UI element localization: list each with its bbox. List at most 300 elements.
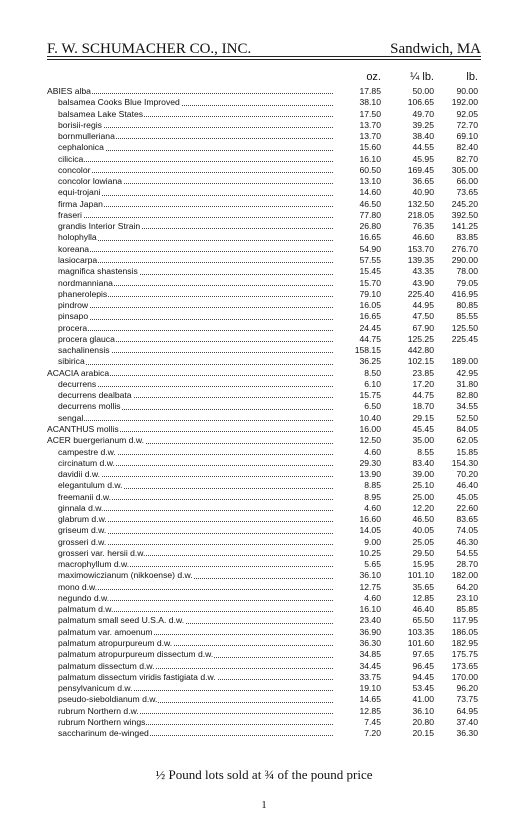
species-name-text: balsamea Lake States [58, 108, 144, 119]
table-row [47, 176, 481, 187]
price-quarter-lb: 101.10 [407, 570, 434, 581]
species-name [58, 311, 333, 322]
price-quarter-lb: 47.50 [412, 311, 434, 322]
species-name-text: balsamea Cooks Blue Improved [58, 97, 180, 108]
species-name [58, 176, 333, 187]
species-name-text: sachalinensis [58, 345, 110, 356]
price-table [47, 86, 481, 739]
price-oz: 77.80 [359, 209, 381, 220]
price-oz: 79.10 [359, 288, 381, 299]
table-row [47, 266, 481, 277]
species-name-text: cilicica [58, 153, 84, 164]
table-row [47, 413, 481, 424]
price-quarter-lb: 132.50 [407, 198, 434, 209]
price-quarter-lb: 94.45 [412, 671, 434, 682]
table-row [47, 278, 481, 289]
price-quarter-lb: 36.10 [412, 705, 434, 716]
price-lb: 78.00 [456, 266, 478, 277]
price-quarter-lb: 46.60 [412, 232, 434, 243]
price-lb: 72.70 [456, 119, 478, 130]
species-name-text: davidii d.w. [58, 469, 101, 480]
table-row [47, 728, 481, 739]
price-oz: 46.50 [359, 198, 381, 209]
price-quarter-lb: 35.00 [412, 435, 434, 446]
species-name-text: procera glauca [58, 333, 115, 344]
table-row [47, 615, 481, 626]
species-name-text: palmatum atropurpureum d.w. [58, 638, 173, 649]
table-row [47, 232, 481, 243]
price-oz: 10.25 [359, 547, 381, 558]
species-name-text: bornmulleriana [58, 131, 115, 142]
price-oz: 9.00 [364, 536, 381, 547]
table-row [47, 593, 481, 604]
species-name [58, 379, 333, 390]
species-name-text: holophylla [58, 232, 97, 243]
price-lb: 70.20 [456, 469, 478, 480]
price-oz: 8.85 [364, 480, 381, 491]
price-oz: 17.85 [359, 86, 381, 96]
species-name [58, 706, 333, 717]
table-row [47, 199, 481, 210]
species-name [58, 131, 333, 142]
price-oz: 60.50 [359, 164, 381, 175]
species-name [58, 154, 333, 165]
price-lb: 62.05 [456, 435, 478, 446]
table-row [47, 672, 481, 683]
table-row [47, 368, 481, 379]
price-lb: 54.55 [456, 547, 478, 558]
price-oz: 13.90 [359, 469, 381, 480]
species-name-text: procera [58, 322, 88, 333]
species-name-text: palmatum dissectum d.w. [58, 660, 155, 671]
species-name [58, 582, 333, 593]
price-lb: 42.95 [456, 367, 478, 378]
price-lb: 85.85 [456, 604, 478, 615]
price-lb: 73.75 [456, 694, 478, 705]
column-header-oz: oz. [366, 71, 381, 83]
table-row [47, 559, 481, 570]
table-row [47, 221, 481, 232]
species-name-text: firma Japan [58, 198, 103, 209]
species-name-text: pensylvanicum d.w. [58, 683, 133, 694]
price-oz: 13.10 [359, 176, 381, 187]
table-row [47, 97, 481, 108]
price-lb: 290.00 [451, 254, 478, 265]
price-quarter-lb: 50.00 [412, 86, 434, 96]
price-lb: 84.05 [456, 423, 478, 434]
species-name [58, 514, 333, 525]
column-headers [47, 71, 481, 85]
table-row [47, 638, 481, 649]
price-lb: 82.80 [456, 390, 478, 401]
species-name [58, 413, 333, 424]
price-lb: 117.95 [452, 615, 478, 626]
species-name [58, 492, 333, 503]
price-oz: 34.45 [359, 660, 381, 671]
price-oz: 8.95 [364, 491, 381, 502]
species-name [58, 300, 333, 311]
species-name-text: borisii-regis [58, 119, 102, 130]
species-name-text: concolor lowiana [58, 176, 123, 187]
price-quarter-lb: 43.35 [412, 266, 434, 277]
table-row [47, 165, 481, 176]
column-header-lb: lb. [466, 71, 478, 83]
price-quarter-lb: 25.05 [412, 536, 434, 547]
species-name [58, 604, 333, 615]
price-oz: 54.90 [359, 243, 381, 254]
species-name [58, 570, 333, 581]
price-oz: 44.75 [359, 333, 381, 344]
species-name-text: sibirica [58, 356, 85, 367]
species-name [58, 694, 333, 705]
species-name-text: palmatum dissectum viridis fastigiata d.w. [58, 671, 216, 682]
price-quarter-lb: 103.35 [407, 626, 434, 637]
species-name [58, 221, 333, 232]
price-oz: 16.05 [359, 300, 381, 311]
header-rule-bottom [47, 59, 481, 60]
species-name [58, 447, 333, 458]
table-row [47, 379, 481, 390]
price-quarter-lb: 153.70 [407, 243, 434, 254]
price-quarter-lb: 40.90 [412, 187, 434, 198]
price-lb: 82.40 [456, 142, 478, 153]
column-header-quarter-lb: ¼ lb. [410, 71, 434, 83]
price-oz: 16.60 [359, 514, 381, 525]
species-name-text: palmatum atropurpureum dissectum d.w. [58, 649, 214, 660]
table-row [47, 649, 481, 660]
price-oz: 13.70 [359, 119, 381, 130]
price-oz: 158.15 [354, 345, 381, 356]
price-lb: 276.70 [451, 243, 478, 254]
species-name-text: saccharinum de-winged [58, 728, 149, 739]
price-lb: 192.00 [451, 97, 478, 108]
species-name-text: grosseri d.w. [58, 536, 107, 547]
table-row [47, 345, 481, 356]
species-name [58, 401, 333, 412]
table-row [47, 255, 481, 266]
table-row [47, 683, 481, 694]
price-quarter-lb: 46.40 [412, 604, 434, 615]
price-quarter-lb: 29.15 [412, 412, 434, 423]
price-oz: 17.50 [359, 108, 381, 119]
price-lb: 82.70 [456, 153, 478, 164]
species-name-text: macrophyllum d.w. [58, 559, 130, 570]
price-lb: 96.20 [456, 683, 478, 694]
price-quarter-lb: 218.05 [407, 209, 434, 220]
table-row [47, 480, 481, 491]
table-row [47, 131, 481, 142]
price-lb: 90.00 [456, 86, 478, 96]
species-name-text: circinatum d.w. [58, 457, 115, 468]
table-row [47, 582, 481, 593]
page-number: 1 [261, 799, 267, 811]
price-lb: 46.40 [456, 480, 478, 491]
species-name [58, 638, 333, 649]
price-quarter-lb: 35.65 [412, 581, 434, 592]
table-row [47, 514, 481, 525]
table-row [47, 424, 481, 435]
species-name [58, 649, 333, 660]
price-quarter-lb: 139.35 [407, 254, 434, 265]
price-oz: 16.65 [359, 232, 381, 243]
price-oz: 6.50 [364, 401, 381, 412]
table-row [47, 706, 481, 717]
price-lb: 74.05 [456, 525, 478, 536]
price-oz: 36.25 [359, 356, 381, 367]
price-oz: 24.45 [359, 322, 381, 333]
price-lb: 305.00 [451, 164, 478, 175]
price-quarter-lb: 53.45 [412, 683, 434, 694]
price-lb: 225.45 [451, 333, 478, 344]
species-name-text: ginnala d.w. [58, 502, 104, 513]
species-name [58, 661, 333, 672]
species-name-text: palmatum var. amoenum [58, 626, 153, 637]
price-oz: 7.20 [364, 728, 381, 739]
price-lb: 189.00 [451, 356, 478, 367]
price-oz: 5.65 [364, 559, 381, 570]
table-row [47, 390, 481, 401]
price-lb: 31.80 [456, 378, 478, 389]
price-lb: 83.65 [456, 514, 478, 525]
price-lb: 34.55 [456, 401, 478, 412]
table-row [47, 435, 481, 446]
price-lb: 182.00 [451, 570, 478, 581]
price-quarter-lb: 102.15 [407, 356, 434, 367]
price-lb: 45.05 [456, 491, 478, 502]
species-name-text: magnifica shastensis [58, 266, 138, 277]
price-quarter-lb: 49.70 [412, 108, 434, 119]
table-row [47, 627, 481, 638]
species-name-text: pseudo-sieboldianum d.w. [58, 694, 158, 705]
table-row [47, 356, 481, 367]
species-name-text: lasiocarpa [58, 254, 98, 265]
species-name-text: rubrum Northern wings [58, 716, 146, 727]
species-name [58, 97, 333, 108]
price-quarter-lb: 39.25 [412, 119, 434, 130]
price-quarter-lb: 39.00 [412, 469, 434, 480]
price-oz: 13.70 [359, 131, 381, 142]
table-row [47, 142, 481, 153]
price-quarter-lb: 125.25 [407, 333, 434, 344]
species-name-text: koreana [58, 243, 90, 254]
price-lb: 170.00 [451, 671, 478, 682]
price-quarter-lb: 23.85 [412, 367, 434, 378]
price-quarter-lb: 97.65 [412, 649, 434, 660]
species-name [58, 390, 333, 401]
price-oz: 15.60 [359, 142, 381, 153]
table-row [47, 537, 481, 548]
species-name [58, 728, 333, 739]
table-row [47, 661, 481, 672]
price-lb: 23.10 [456, 592, 478, 603]
price-quarter-lb: 225.40 [407, 288, 434, 299]
price-lb: 416.95 [451, 288, 478, 299]
price-lb: 66.00 [456, 176, 478, 187]
table-row [47, 300, 481, 311]
species-name [58, 266, 333, 277]
species-name [58, 210, 333, 221]
species-name [58, 278, 333, 289]
price-quarter-lb: 12.20 [412, 502, 434, 513]
price-oz: 6.10 [364, 378, 381, 389]
species-name [58, 627, 333, 638]
species-name-text: fraseri [58, 209, 82, 220]
price-quarter-lb: 67.90 [412, 322, 434, 333]
price-oz: 10.40 [359, 412, 381, 423]
price-quarter-lb: 169.45 [407, 164, 434, 175]
price-quarter-lb: 106.65 [407, 97, 434, 108]
species-name [58, 109, 333, 120]
price-oz: 16.65 [359, 311, 381, 322]
species-name [47, 86, 333, 97]
price-oz: 36.90 [359, 626, 381, 637]
price-oz: 15.45 [359, 266, 381, 277]
species-name [58, 458, 333, 469]
price-quarter-lb: 20.80 [412, 716, 434, 727]
price-quarter-lb: 44.55 [412, 142, 434, 153]
price-quarter-lb: 17.20 [412, 378, 434, 389]
species-name [47, 435, 333, 446]
species-name [58, 345, 333, 356]
price-lb: 79.05 [456, 277, 478, 288]
species-name-text: nordmanniana [58, 277, 113, 288]
price-quarter-lb: 76.35 [412, 221, 434, 232]
species-name-text: ABIES alba [47, 86, 91, 96]
table-row [47, 604, 481, 615]
species-name [58, 548, 333, 559]
price-lb: 245.20 [451, 198, 478, 209]
price-lb: 64.20 [456, 581, 478, 592]
species-name-text: pinsapo [58, 311, 89, 322]
price-oz: 15.75 [359, 390, 381, 401]
species-name [58, 717, 333, 728]
price-oz: 4.60 [364, 502, 381, 513]
company-location: Sandwich, MA [390, 41, 481, 57]
species-name-text: mono d.w. [58, 581, 98, 592]
species-name [58, 255, 333, 266]
price-oz: 16.10 [359, 604, 381, 615]
company-name: F. W. SCHUMACHER CO., INC. [47, 41, 252, 57]
species-name-text: palmatum d.w. [58, 604, 114, 615]
species-name-text: freemanii d.w. [58, 491, 112, 502]
table-row [47, 244, 481, 255]
species-name-text: palmatum small seed U.S.A. d.w. [58, 615, 185, 626]
price-oz: 14.60 [359, 187, 381, 198]
species-name [58, 615, 333, 626]
table-row [47, 154, 481, 165]
species-name-text: pindrow [58, 300, 89, 311]
price-quarter-lb: 44.95 [412, 300, 434, 311]
species-name [58, 187, 333, 198]
species-name [58, 244, 333, 255]
table-row [47, 570, 481, 581]
price-quarter-lb: 38.40 [412, 131, 434, 142]
species-name-text: equi-trojani [58, 187, 101, 198]
species-name [58, 120, 333, 131]
species-name-text: glabrum d.w. [58, 514, 107, 525]
price-oz: 14.05 [359, 525, 381, 536]
table-row [47, 717, 481, 728]
species-name [58, 525, 333, 536]
price-oz: 16.00 [359, 423, 381, 434]
price-oz: 12.75 [359, 581, 381, 592]
species-name [58, 323, 333, 334]
table-row [47, 109, 481, 120]
price-lb: 392.50 [451, 209, 478, 220]
species-name [58, 199, 333, 210]
price-lb: 125.50 [451, 322, 478, 333]
table-row [47, 323, 481, 334]
price-oz: 26.80 [359, 221, 381, 232]
price-oz: 23.40 [359, 615, 381, 626]
species-name-text: rubrum Northern d.w. [58, 705, 139, 716]
table-row [47, 492, 481, 503]
price-oz: 33.75 [359, 671, 381, 682]
header-rule-top [47, 56, 481, 57]
price-lb: 85.55 [456, 311, 478, 322]
price-lb: 83.85 [456, 232, 478, 243]
species-name [58, 334, 333, 345]
table-row [47, 458, 481, 469]
species-name-text: phanerolepis [58, 288, 108, 299]
footer-note: ½ Pound lots sold at ¾ of the pound price [155, 767, 373, 782]
price-oz: 36.30 [359, 638, 381, 649]
price-quarter-lb: 43.90 [412, 277, 434, 288]
price-oz: 8.50 [364, 367, 381, 378]
species-name-text: concolor [58, 164, 91, 175]
table-row [47, 525, 481, 536]
species-name [58, 480, 333, 491]
price-oz: 14.65 [359, 694, 381, 705]
price-quarter-lb: 45.95 [412, 153, 434, 164]
price-oz: 29.30 [359, 457, 381, 468]
page-header [47, 36, 481, 58]
price-oz: 7.45 [364, 716, 381, 727]
price-quarter-lb: 18.70 [412, 401, 434, 412]
price-quarter-lb: 40.05 [412, 525, 434, 536]
price-lb: 173.65 [451, 660, 478, 671]
price-lb: 175.75 [451, 649, 478, 660]
price-lb: 80.85 [456, 300, 478, 311]
price-quarter-lb: 25.00 [412, 491, 434, 502]
species-name-text: decurrens dealbata [58, 390, 132, 401]
price-quarter-lb: 29.50 [412, 547, 434, 558]
species-name [58, 593, 333, 604]
price-quarter-lb: 45.45 [412, 423, 434, 434]
table-row [47, 469, 481, 480]
price-lb: 46.30 [456, 536, 478, 547]
species-name-text: sengal [58, 412, 84, 423]
price-oz: 12.50 [359, 435, 381, 446]
price-lb: 141.25 [451, 221, 478, 232]
price-oz: 57.55 [359, 254, 381, 265]
price-lb: 15.85 [456, 446, 478, 457]
table-row [47, 401, 481, 412]
species-name [47, 424, 333, 435]
species-name-text: cephalonica [58, 142, 104, 153]
price-quarter-lb: 83.40 [412, 457, 434, 468]
species-name-text: griseum d.w. [58, 525, 107, 536]
price-lb: 64.95 [456, 705, 478, 716]
species-name-text: campestre d.w. [58, 446, 116, 457]
price-lb: 28.70 [456, 559, 478, 570]
price-quarter-lb: 65.50 [412, 615, 434, 626]
species-name [58, 165, 333, 176]
species-name-text: negundo d.w. [58, 592, 110, 603]
table-row [47, 86, 481, 97]
price-quarter-lb: 442.80 [407, 345, 434, 356]
table-row [47, 210, 481, 221]
